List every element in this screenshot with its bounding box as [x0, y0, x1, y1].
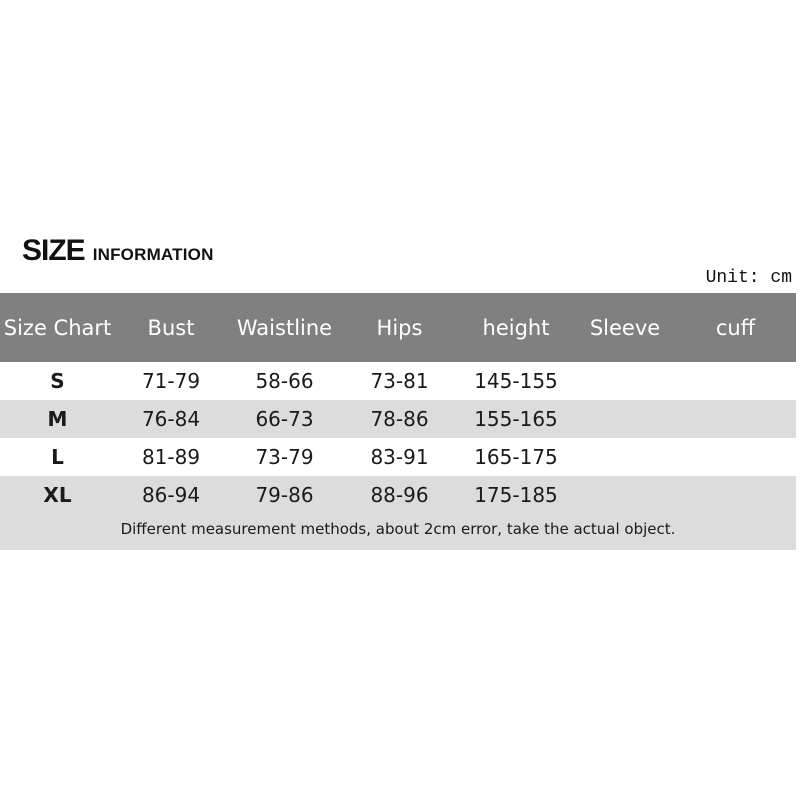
- cuff-cell: [675, 438, 796, 476]
- size-table-container: [0, 293, 796, 550]
- cuff-cell: [675, 362, 796, 400]
- column-header-height: height: [482, 315, 550, 340]
- sleeve-cell: [575, 400, 675, 438]
- measurement-note: Different measurement methods, about 2cm error, take the actual object.: [120, 520, 676, 538]
- column-header-waistline: Waistline: [236, 315, 333, 340]
- unit-label: Unit: cm: [705, 268, 792, 288]
- column-header-size-chart: Size Chart: [3, 315, 112, 340]
- size-cell: L: [51, 445, 64, 469]
- cuff-cell: [675, 400, 796, 438]
- hips-cell: 83-91: [370, 445, 429, 469]
- bust-cell: 71-79: [141, 369, 201, 393]
- size-table: [0, 293, 796, 550]
- column-header-hips: Hips: [376, 315, 423, 340]
- bust-cell: 86-94: [141, 483, 201, 507]
- table-row: [0, 438, 796, 476]
- size-cell: S: [50, 369, 65, 393]
- height-cell: 145-155: [474, 369, 558, 393]
- hips-cell: 78-86: [370, 407, 429, 431]
- column-header-sleeve: Sleeve: [589, 315, 661, 340]
- waistline-cell: 66-73: [255, 407, 314, 431]
- hips-cell: 88-96: [370, 483, 429, 507]
- waistline-cell: 79-86: [255, 483, 314, 507]
- table-note-row: [0, 514, 796, 550]
- waistline-cell: 73-79: [255, 445, 314, 469]
- height-cell: 155-165: [474, 407, 558, 431]
- size-cell: XL: [43, 483, 72, 507]
- title-sub: INFORMATION: [92, 245, 214, 264]
- waistline-cell: 58-66: [255, 369, 314, 393]
- bust-cell: 81-89: [141, 445, 201, 469]
- size-cell: M: [47, 407, 68, 431]
- bust-cell: 76-84: [141, 407, 201, 431]
- table-row: [0, 476, 796, 514]
- height-cell: 165-175: [474, 445, 558, 469]
- table-header-row: [0, 293, 796, 362]
- hips-cell: 73-81: [370, 369, 429, 393]
- table-row: [0, 400, 796, 438]
- table-row: [0, 362, 796, 400]
- sleeve-cell: [575, 438, 675, 476]
- cuff-cell: [675, 476, 796, 514]
- sleeve-cell: [575, 476, 675, 514]
- height-cell: 175-185: [474, 483, 558, 507]
- sleeve-cell: [575, 362, 675, 400]
- column-header-bust: Bust: [147, 315, 195, 340]
- column-header-cuff: cuff: [715, 315, 756, 340]
- title-main: SIZE: [22, 234, 85, 267]
- page-title: [22, 234, 214, 268]
